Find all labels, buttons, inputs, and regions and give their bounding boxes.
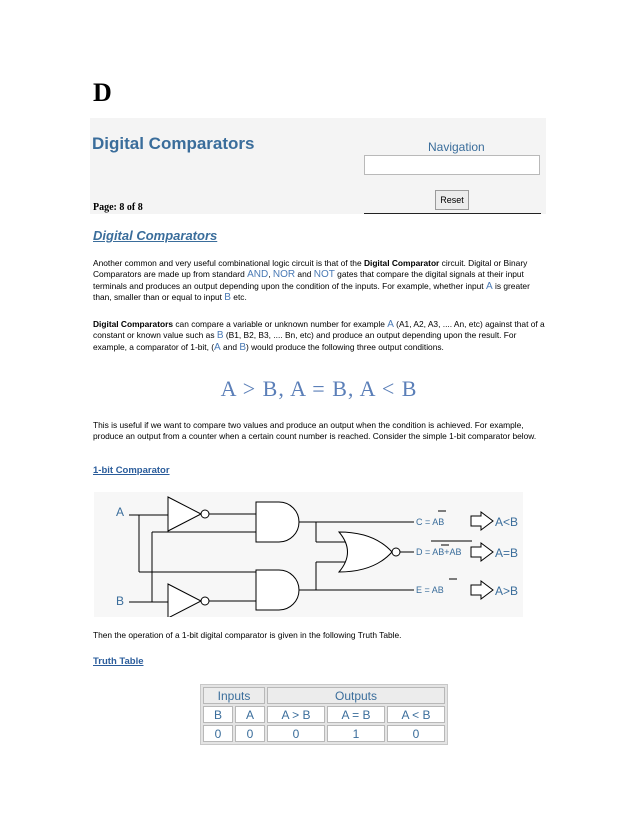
output-e-prefix: E = [416, 585, 432, 595]
variable-b: B [216, 330, 224, 342]
text-run: and [220, 341, 240, 352]
output-d-label [416, 547, 462, 557]
column-header: A < B [387, 706, 445, 723]
truth-table-heading: Truth Table [93, 656, 144, 667]
text-bold: Digital Comparator [363, 258, 440, 268]
arrow-c-icon [471, 512, 493, 530]
text-run: , [268, 269, 273, 280]
output-d-expr: AB+AB [432, 547, 462, 557]
text-run: is greater than, smaller than or equal to input [93, 280, 530, 303]
variable-a: A [387, 319, 394, 330]
reset-button[interactable]: Reset [435, 190, 469, 210]
nor-gate-term: NOR [272, 269, 296, 281]
result-c-label: A<B [495, 515, 519, 529]
big-letter: D [93, 78, 112, 107]
text-run: etc. [230, 292, 247, 303]
table-cell: 0 [267, 725, 325, 742]
table-cell: 0 [387, 725, 445, 742]
table-cell: 0 [235, 725, 265, 742]
result-d-label: A=B [495, 546, 519, 560]
section-title: Digital Comparators [93, 228, 218, 243]
table-group-row [203, 687, 445, 704]
comparison-formula: A > B, A = B, A < B [220, 376, 418, 401]
text-run: (B1, B2, B3, .... Bn, etc) and produce an output depending upon the result. For example, a comparator of 1-bit, ( [93, 330, 517, 352]
table-cell: 0 [203, 725, 233, 742]
variable-a: A [485, 280, 493, 292]
table-row [203, 725, 445, 742]
usage-paragraph: This is useful if we want to compare two values and produce an output when the condition is achieved. For example, produce an output from a counter when a certain count number is reached. Consider the simple 1-bit comparator below. [93, 420, 537, 442]
circuit-svg [94, 492, 523, 617]
nor-bubble [392, 548, 400, 556]
text-run: Another common and very useful combinational logic circuit is that of the [93, 258, 364, 268]
group-inputs: Inputs [203, 687, 265, 704]
comparator-paragraph [93, 319, 548, 353]
output-e-expr: AB [431, 585, 444, 595]
header-divider [364, 213, 541, 214]
truth-table [200, 684, 448, 745]
group-outputs: Outputs [267, 687, 445, 704]
arrow-d-icon [471, 543, 493, 561]
truth-table-intro: Then the operation of a 1-bit digital comparator is given in the following Truth Table. [93, 630, 402, 640]
nor-gate [339, 532, 392, 572]
intro-paragraph [93, 258, 548, 304]
text-run: can compare a variable or unknown number for example [173, 319, 388, 329]
and-gate-term: AND [247, 269, 269, 281]
output-c-label [416, 517, 444, 527]
not-gate-a [168, 497, 201, 531]
variable-a: A [214, 341, 221, 353]
navigation-label: Navigation [428, 140, 485, 154]
not-gate-term: NOT [313, 269, 335, 281]
page-title: Digital Comparators [92, 134, 255, 153]
and-gate-1 [256, 502, 299, 542]
one-bit-comparator-heading: 1-bit Comparator [93, 465, 170, 476]
arrow-e-icon [471, 581, 493, 599]
output-e-label [416, 585, 444, 595]
text-run: and [295, 269, 314, 280]
text-run: circuit. Digital or Binary Comparators are made up from standard [93, 258, 528, 280]
output-d-prefix: D = [416, 547, 433, 557]
column-header: A > B [267, 706, 325, 723]
not-bubble-b [201, 597, 209, 605]
header-panel [90, 118, 546, 214]
input-a-label: A [116, 505, 125, 519]
page-indicator: Page: 8 of 8 [93, 202, 143, 213]
column-header: B [203, 706, 233, 723]
text-run: gates that compare the digital signals at their input terminals and produces an output depending upon the condition of the inputs. For example, whether input [93, 269, 524, 291]
result-e-label: A>B [495, 584, 519, 598]
column-header: A [235, 706, 265, 723]
table-cell: 1 [327, 725, 385, 742]
text-run: (A1, A2, A3, .... An, etc) against that of a constant or known value such as [93, 319, 545, 341]
not-gate-b [168, 584, 201, 617]
variable-b: B [224, 292, 231, 304]
output-c-expr: AB [432, 517, 445, 527]
text-bold: Digital Comparators [93, 319, 174, 329]
output-c-prefix: C = [416, 517, 433, 527]
comparator-circuit-diagram [94, 492, 523, 617]
variable-b: B [239, 341, 247, 353]
and-gate-2 [256, 570, 299, 610]
table-header-row [203, 706, 445, 723]
navigation-input[interactable] [364, 155, 540, 175]
text-run: ) would produce the following three output conditions. [246, 341, 444, 352]
input-b-label: B [116, 594, 125, 608]
column-header: A = B [327, 706, 385, 723]
not-bubble-a [201, 510, 209, 518]
